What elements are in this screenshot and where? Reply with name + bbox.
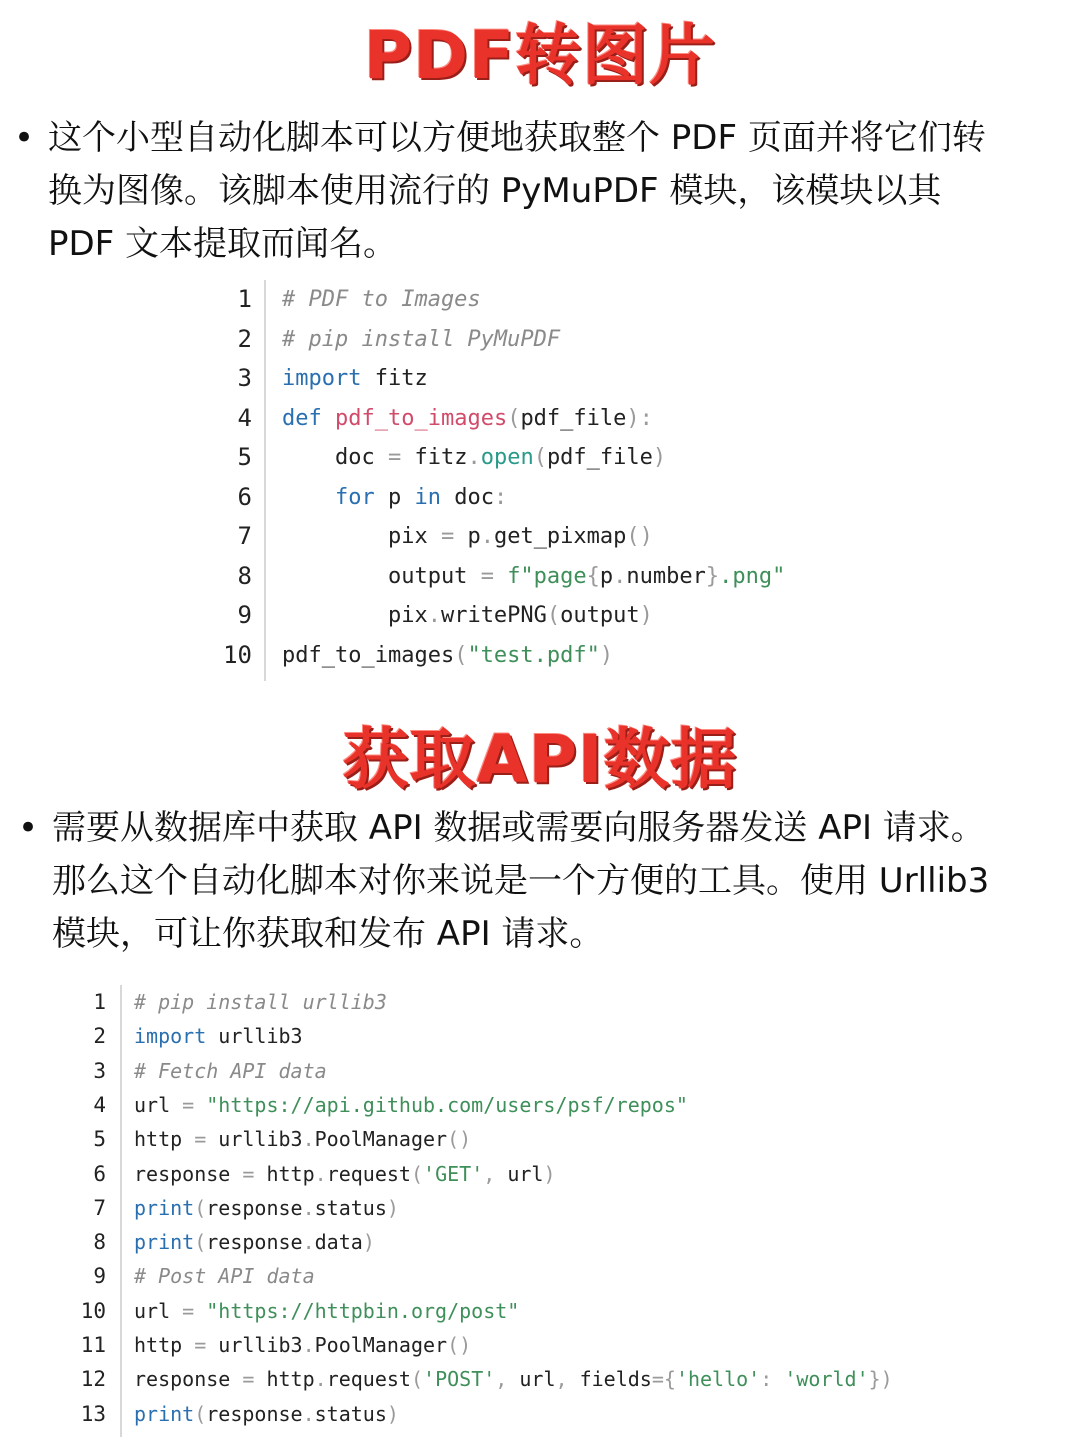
code-line-number: 2 — [237, 324, 252, 353]
code-line — [134, 1157, 556, 1191]
code-token: } — [705, 563, 720, 589]
code-line-number: 13 — [80, 1401, 106, 1426]
code-line — [134, 1294, 519, 1328]
code-token: url — [507, 1367, 556, 1392]
code-token: . — [302, 1401, 315, 1426]
code-token: print — [134, 1195, 195, 1220]
code-token — [194, 1093, 206, 1117]
section1-bullet-line: PDF 文本提取而闻名。 — [48, 224, 398, 264]
code-token: ={ — [651, 1367, 676, 1392]
code-token: response — [134, 1367, 243, 1392]
code-token: ( — [194, 1230, 207, 1255]
code-token: pdf_to_images — [335, 405, 508, 431]
code-token: ( — [410, 1161, 424, 1186]
bullet-dot: • — [18, 808, 39, 848]
code-line — [134, 1019, 303, 1053]
code-token: ) — [652, 445, 667, 470]
code-token: def — [282, 405, 322, 431]
code-line — [282, 517, 653, 557]
code-token — [194, 1299, 206, 1323]
code-token: output — [282, 563, 481, 589]
code-line — [134, 1225, 375, 1259]
code-token: = — [387, 445, 402, 470]
code-token: print — [134, 1230, 195, 1255]
code-token: . — [302, 1333, 315, 1357]
code-token: : — [493, 484, 508, 510]
section2-bullet-line: 模块，可让你获取和发布 API 请求。 — [52, 914, 604, 954]
code-token: () — [447, 1333, 472, 1357]
code-line-number: 11 — [80, 1333, 106, 1357]
code-token: . — [613, 563, 627, 589]
code-token: for — [334, 484, 375, 510]
code-line-number: 9 — [93, 1264, 106, 1289]
code-line-number: 8 — [237, 561, 252, 590]
code-token: get_pixmap — [493, 524, 627, 549]
section1-title: PDF转图片 — [363, 17, 717, 94]
code-token: response — [206, 1230, 303, 1255]
code-line-number: 6 — [237, 482, 252, 511]
code-token: urllib3 — [206, 1024, 303, 1049]
code-token: .png" — [719, 563, 786, 589]
code-token: response — [206, 1401, 303, 1426]
code-token: doc — [440, 484, 494, 510]
code-token: response — [134, 1161, 243, 1186]
code-token — [282, 485, 335, 510]
code-token: url — [495, 1161, 544, 1186]
code-line-number: 4 — [93, 1092, 106, 1117]
code-token: ) — [639, 603, 653, 628]
code-token: data — [314, 1230, 363, 1255]
code-line-number: 1 — [237, 285, 252, 313]
code-line-number: 2 — [93, 1024, 106, 1049]
code-token: ) — [599, 642, 614, 668]
code-token: response — [206, 1195, 303, 1220]
code-line-number: 12 — [80, 1367, 106, 1392]
code-token: ) — [543, 1161, 556, 1186]
bullet-dot: • — [14, 118, 35, 158]
code-token: 'POST' — [423, 1367, 496, 1392]
code-token: fields — [567, 1367, 652, 1392]
code-line — [134, 1328, 471, 1362]
code-line-number: 6 — [93, 1161, 106, 1186]
code-token: http — [254, 1367, 315, 1392]
code-token: . — [314, 1367, 327, 1392]
code-line — [282, 280, 481, 320]
code-token: , — [495, 1367, 508, 1392]
code-line — [282, 359, 428, 399]
code-token: ) — [386, 1195, 399, 1220]
code-token: 'GET' — [423, 1161, 484, 1186]
code-line-number: 7 — [237, 522, 252, 550]
code-token: = — [440, 524, 455, 549]
code-token: PoolManager — [314, 1127, 448, 1152]
code-token: f"page — [507, 563, 587, 589]
code-token: writePNG — [440, 603, 547, 628]
code-token: () — [626, 524, 653, 549]
code-token: ( — [507, 405, 521, 431]
code-token: open — [480, 445, 534, 470]
code-token: 'world' — [784, 1367, 869, 1392]
code-token: pdf_to_images — [282, 642, 455, 668]
code-token: number — [626, 563, 706, 589]
code-token: url — [134, 1092, 183, 1117]
code-token: = — [194, 1333, 207, 1357]
code-token: p — [599, 563, 614, 589]
code-token: . — [302, 1195, 315, 1220]
code-token: ( — [533, 445, 547, 470]
code-token: import — [134, 1024, 207, 1049]
code-line-number: 5 — [93, 1127, 106, 1152]
code-token: request — [326, 1161, 411, 1186]
code-block-api — [0, 985, 1080, 1435]
code-token: print — [134, 1401, 195, 1426]
code-token: pix — [282, 524, 441, 549]
code-token: . — [427, 603, 441, 628]
code-token: import — [282, 366, 362, 391]
code-token: }) — [868, 1367, 893, 1392]
code-line-number: 9 — [237, 601, 252, 629]
code-token: status — [314, 1195, 387, 1220]
section1-bullet — [14, 112, 1078, 271]
code-token: http — [254, 1161, 315, 1186]
code-token: () — [447, 1127, 472, 1152]
code-token: = — [182, 1298, 195, 1323]
code-token: "https://httpbin.org/post" — [206, 1298, 520, 1323]
code-token: ( — [194, 1195, 207, 1220]
code-token: http — [134, 1127, 195, 1152]
code-token: = — [242, 1161, 255, 1186]
code-token: fitz — [361, 366, 428, 391]
code-token: http — [134, 1333, 195, 1357]
code-token: urllib3 — [206, 1333, 303, 1357]
section2-bullet-line: 需要从数据库中获取 API 数据或需要向服务器发送 API 请求。 — [52, 808, 985, 848]
code-token: = — [194, 1127, 207, 1152]
code-line — [134, 1259, 315, 1293]
code-line — [282, 399, 653, 439]
code-block-pdf — [0, 280, 1080, 680]
code-line — [282, 438, 666, 478]
code-line — [282, 320, 560, 360]
code-token: . — [467, 445, 481, 470]
code-token: ( — [410, 1367, 424, 1392]
code-token: ( — [454, 642, 468, 668]
code-line-number: 10 — [223, 640, 252, 669]
code-token: # Post API data — [134, 1264, 315, 1289]
code-token: ( — [546, 603, 561, 628]
code-line — [134, 1122, 471, 1156]
code-token: ) — [362, 1230, 375, 1255]
code-token: # pip install PyMuPDF — [282, 326, 561, 352]
code-line — [134, 1362, 893, 1396]
code-line — [134, 985, 387, 1019]
code-line-number: 7 — [93, 1195, 106, 1220]
code-token: ) — [386, 1401, 399, 1426]
section1-bullet-line: 这个小型自动化脚本可以方便地获取整个 PDF 页面并将它们转 — [48, 118, 986, 158]
code-token: fitz — [401, 445, 468, 470]
section1-bullet-line: 换为图像。该脚本使用流行的 PyMuPDF 模块，该模块以其 — [48, 171, 942, 211]
code-token — [494, 564, 507, 589]
code-token: { — [586, 563, 600, 589]
code-token: pdf_file — [520, 405, 627, 431]
code-token: = — [182, 1092, 195, 1117]
code-line — [282, 478, 507, 518]
code-token — [772, 1367, 784, 1391]
code-line — [134, 1054, 327, 1088]
code-token: # PDF to Images — [282, 287, 481, 312]
code-token: = — [242, 1367, 255, 1392]
code-token: p — [454, 524, 481, 549]
code-token — [322, 406, 335, 431]
code-token: status — [314, 1401, 387, 1426]
code-line-number: 1 — [93, 990, 106, 1014]
code-token: : — [760, 1367, 773, 1392]
code-token: # pip install urllib3 — [134, 990, 387, 1014]
code-token: "https://api.github.com/users/psf/repos" — [206, 1092, 688, 1117]
code-line-number: 3 — [93, 1058, 106, 1083]
code-line-number: 3 — [237, 364, 252, 392]
code-token: "test.pdf" — [467, 642, 600, 668]
code-gutter-divider — [120, 985, 122, 1437]
code-token: ): — [626, 405, 653, 431]
code-token: pix — [282, 603, 428, 628]
code-line — [134, 1191, 399, 1225]
code-line — [282, 557, 785, 597]
code-line — [134, 1397, 399, 1431]
code-gutter-divider — [264, 280, 266, 681]
code-token: url — [134, 1298, 183, 1323]
code-token: . — [302, 1230, 315, 1255]
code-line — [134, 1088, 688, 1122]
code-token: urllib3 — [206, 1127, 303, 1152]
code-token: . — [302, 1127, 315, 1152]
code-token: in — [414, 484, 441, 510]
code-token: . — [480, 524, 494, 549]
code-line-number: 5 — [237, 443, 252, 471]
code-token: p — [374, 484, 415, 510]
code-token: doc — [282, 445, 388, 470]
code-line-number: 4 — [237, 403, 252, 432]
section2-bullet — [18, 802, 1078, 961]
code-line-number: 10 — [80, 1298, 106, 1323]
code-token: PoolManager — [314, 1333, 448, 1357]
code-token: # Fetch API data — [134, 1058, 327, 1083]
code-token: . — [314, 1161, 327, 1186]
code-line-number: 8 — [93, 1230, 106, 1255]
code-line — [282, 636, 613, 676]
code-token: output — [560, 603, 640, 628]
code-token: 'hello' — [675, 1367, 761, 1392]
code-token: = — [480, 563, 494, 589]
code-token: ( — [194, 1401, 207, 1426]
code-token: , — [555, 1367, 568, 1392]
code-token: , — [483, 1161, 496, 1186]
section2-bullet-line: 那么这个自动化脚本对你来说是一个方便的工具。使用 Urllib3 — [52, 861, 990, 901]
code-token: request — [326, 1367, 411, 1392]
code-token: pdf_file — [546, 445, 653, 470]
code-line — [282, 596, 653, 636]
section2-title: 获取API数据 — [342, 721, 738, 798]
